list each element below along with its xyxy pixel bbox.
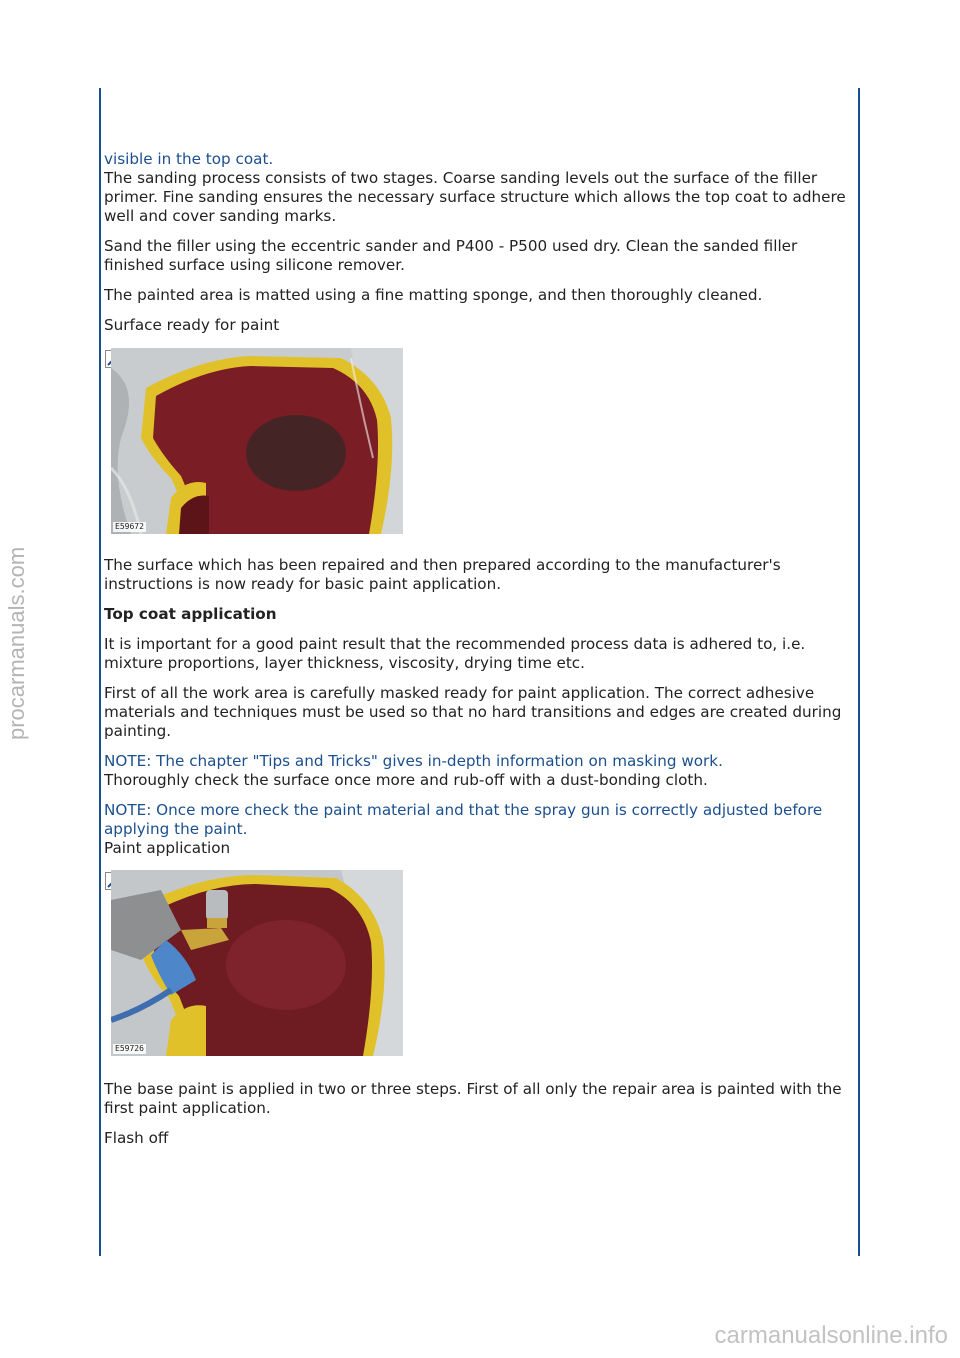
paragraph-masking: First of all the work area is carefully masked ready for paint application. The correct adhesive materials and techniques must be used so that no hard transitions and edges are created during painting. xyxy=(104,684,842,740)
caption-paint-application: Paint application xyxy=(104,839,231,857)
side-watermark: procarmanuals.com xyxy=(4,546,29,740)
figure-surface-ready xyxy=(104,346,856,534)
bottom-watermark: carmanualsonline.info xyxy=(714,1322,948,1349)
figure-paint-application xyxy=(104,868,856,1058)
paragraph-sanding-process: The sanding process consists of two stages. Coarse sanding levels out the surface of the filler primer. Fine sanding ensures the necessary surface structure which allows the top coat to adhere well and cover sanding marks. xyxy=(104,169,846,225)
figure-id: E59726 xyxy=(115,1044,144,1053)
paragraph-ready-basic-paint: The surface which has been repaired and then prepared according to the manufacturer's instructions is now ready for basic paint application. xyxy=(104,556,781,593)
heading-top-coat: Top coat application xyxy=(104,605,277,623)
paragraph-process-data: It is important for a good paint result that the recommended process data is adhered to, i.e. mixture proportions, layer thickness, viscosity, drying time etc. xyxy=(104,635,806,672)
document-body xyxy=(104,150,856,1159)
figure-id: E59672 xyxy=(115,522,144,531)
paragraph-matting: The painted area is matted using a fine matting sponge, and then thoroughly cleaned. xyxy=(104,286,763,304)
paragraph-dust-cloth: Thoroughly check the surface once more and rub-off with a dust-bonding cloth. xyxy=(104,771,708,789)
caption-surface-ready: Surface ready for paint xyxy=(104,316,280,334)
paragraph-base-paint: The base paint is applied in two or three steps. First of all only the repair area is painted with the first paint application. xyxy=(104,1080,842,1117)
right-margin-rule xyxy=(858,88,860,1256)
photo-spray-gun xyxy=(111,870,403,1056)
left-margin-rule xyxy=(99,88,101,1256)
paragraph-flash-off: Flash off xyxy=(104,1129,169,1147)
continued-note-line: visible in the top coat. xyxy=(104,150,274,168)
photo-masked-panel xyxy=(111,348,403,534)
paragraph-sand-filler: Sand the filler using the eccentric sander and P400 - P500 used dry. Clean the sanded filler finished surface using silicone remover. xyxy=(104,237,798,274)
note-check-spray-gun: NOTE: Once more check the paint material and that the spray gun is correctly adjusted before applying the paint. xyxy=(104,801,823,838)
note-tips-tricks: NOTE: The chapter "Tips and Tricks" gives in-depth information on masking work. xyxy=(104,752,723,770)
